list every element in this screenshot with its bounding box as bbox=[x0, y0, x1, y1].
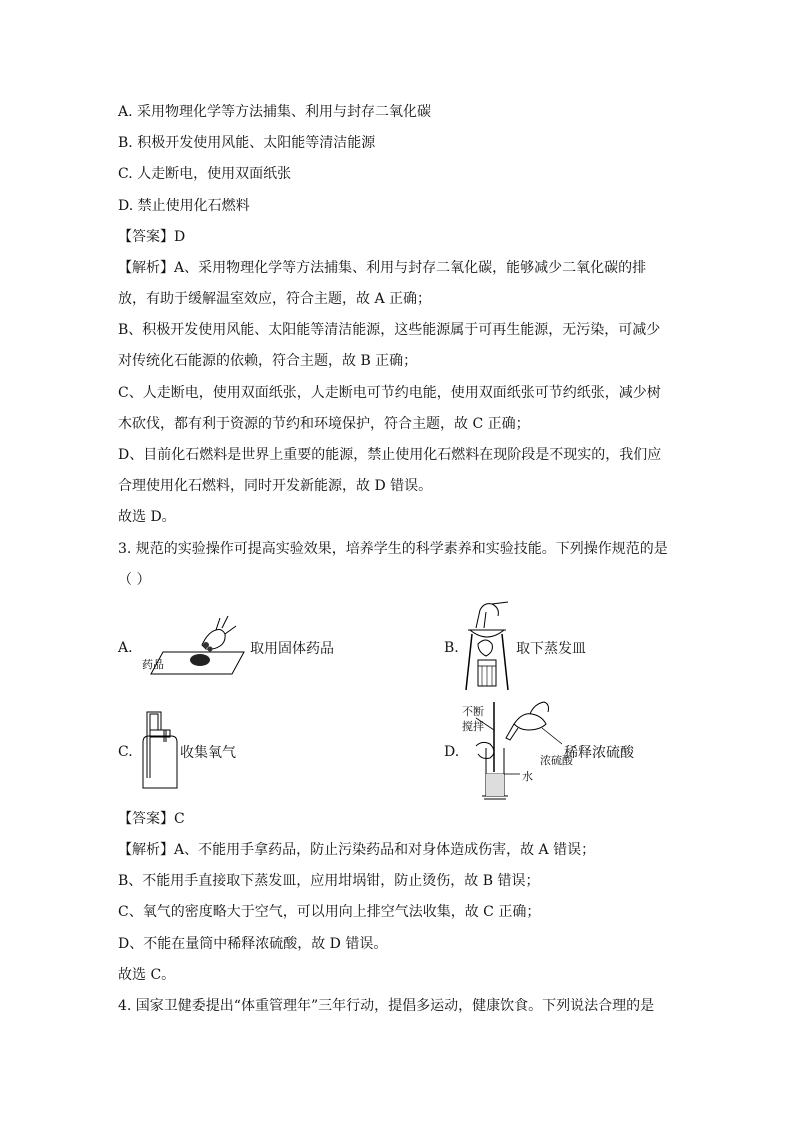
q3-option-b-letter: B. bbox=[444, 640, 459, 656]
q2-analysis-line: 合理使用化石燃料，同时开发新能源，故 D 错误。 bbox=[118, 478, 433, 494]
q2-answer: 【答案】D bbox=[118, 229, 186, 245]
q3-option-c-letter: C. bbox=[118, 744, 133, 760]
q3-analysis-line: 【解析】A、不能用手拿药品，防止污染药品和对身体造成伤害，故 A 错误； bbox=[118, 842, 596, 858]
option-d-label-stir: 搅拌 bbox=[462, 720, 484, 733]
q2-option-d: D. 禁止使用化石燃料 bbox=[118, 198, 250, 214]
option-d-figure bbox=[476, 700, 562, 800]
q2-option-a: A. 采用物理化学等方法捕集、利用与封存二氧化碳 bbox=[118, 104, 432, 120]
option-a-figure-label: 药品 bbox=[142, 658, 164, 671]
option-d-label-stir: 不断 bbox=[462, 705, 484, 718]
q2-option-b: B. 积极开发使用风能、太阳能等清洁能源 bbox=[118, 135, 376, 151]
q3-answer: 【答案】C bbox=[118, 811, 185, 827]
q3-conclusion: 故选 C。 bbox=[118, 967, 176, 983]
option-d-label-acid: 浓硫酸 bbox=[540, 754, 573, 767]
q2-analysis-line: 对传统化石能源的依赖，符合主题，故 B 正确； bbox=[118, 353, 418, 369]
q3-analysis-line: B、不能用手直接取下蒸发皿，应用坩埚钳，防止烫伤，故 B 错误； bbox=[118, 873, 540, 889]
q2-option-c: C. 人走断电，使用双面纸张 bbox=[118, 166, 292, 182]
option-c-caption: 收集氧气 bbox=[180, 745, 236, 761]
q2-conclusion: 故选 D。 bbox=[118, 509, 176, 525]
q3-option-a-letter: A. bbox=[118, 640, 133, 656]
q2-analysis-line: C、人走断电，使用双面纸张，人走断电可节约电能，使用双面纸张可节约纸张，减少树 bbox=[118, 385, 661, 401]
q2-analysis-line: B、积极开发使用风能、太阳能等清洁能源，这些能源属于可再生能源，无污染，可减少 bbox=[118, 322, 661, 338]
q4-stem: 4. 国家卫健委提出“体重管理年”三年行动，提倡多运动，健康饮食。下列说法合理的是 bbox=[118, 998, 655, 1014]
q2-analysis-line: 木砍伐，都有利于资源的节约和环境保护，符合主题，故 C 正确； bbox=[118, 416, 530, 432]
option-b-figure bbox=[462, 600, 512, 692]
q3-stem: 3. 规范的实验操作可提高实验效果，培养学生的科学素养和实验技能。下列操作规范的是 bbox=[118, 541, 668, 557]
option-d-caption: 稀释浓硫酸 bbox=[564, 745, 634, 761]
q2-analysis-line: D、目前化石燃料是世界上重要的能源，禁止使用化石燃料在现阶段是不现实的，我们应 bbox=[118, 447, 662, 463]
q3-analysis-line: D、不能在量筒中稀释浓硫酸，故 D 错误。 bbox=[118, 936, 388, 952]
option-a-caption: 取用固体药品 bbox=[250, 641, 334, 657]
q2-analysis-line: 放，有助于缓解温室效应，符合主题，故 A 正确； bbox=[118, 291, 432, 307]
q3-stem-bracket: （ ） bbox=[118, 572, 151, 588]
q2-analysis-line: 【解析】A、采用物理化学等方法捕集、利用与封存二氧化碳，能够减少二氧化碳的排 bbox=[118, 260, 647, 276]
q3-analysis-line: C、氧气的密度略大于空气，可以用向上排空气法收集，故 C 正确； bbox=[118, 904, 541, 920]
option-c-figure bbox=[140, 712, 180, 790]
option-b-caption: 取下蒸发皿 bbox=[516, 641, 586, 657]
option-d-label-water: 水 bbox=[522, 770, 533, 783]
q3-option-d-letter: D. bbox=[444, 744, 460, 760]
option-a-figure bbox=[140, 612, 245, 687]
